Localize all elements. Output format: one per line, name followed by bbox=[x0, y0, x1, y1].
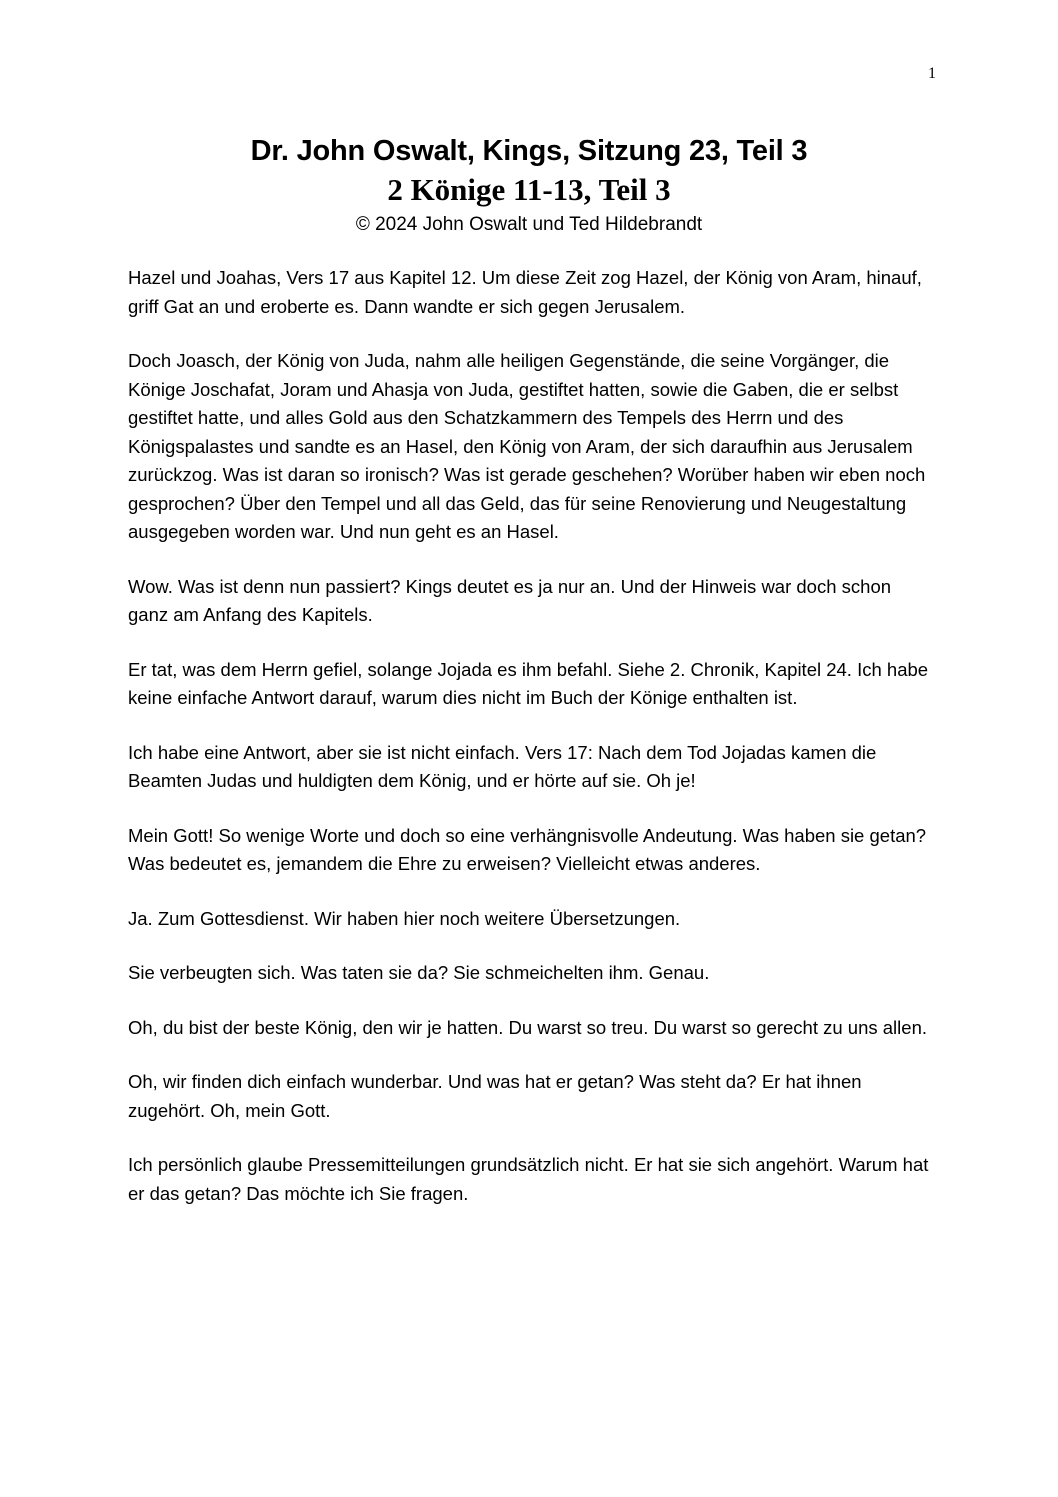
document-title: Dr. John Oswalt, Kings, Sitzung 23, Teil 3 bbox=[250, 135, 808, 167]
paragraph: Doch Joasch, der König von Juda, nahm alle heiligen Gegenstände, die seine Vorgänger, die Könige Joschafat, Joram und Ahasja von Juda, gestiftet hatten, sowie die Gaben, die er selbst gestiftet hatte, und alles Gold aus den Schatzkammern des Tempels des Herrn und des Königspalastes und sandte es an Hasel, den König von Aram, der sich daraufhin aus Jerusalem zurückzog. Was ist daran so ironisch? Was ist gerade geschehen? Worüber haben wir eben noch gesprochen? Über den Tempel und all das Geld, das für seine Renovierung und Neugestaltung ausgegeben worden war. Und nun geht es an Hasel. bbox=[128, 350, 926, 542]
paragraph: Wow. Was ist denn nun passiert? Kings deutet es ja nur an. Und der Hinweis war doch schon ganz am Anfang des Kapitels. bbox=[128, 575, 892, 625]
paragraph: Oh, wir finden dich einfach wunderbar. Und was hat er getan? Was steht da? Er hat ihnen zugehört. Oh, mein Gott. bbox=[128, 1071, 862, 1121]
paragraph: Hazel und Joahas, Vers 17 aus Kapitel 12. Um diese Zeit zog Hazel, der König von Aram, hinauf, griff Gat an und eroberte es. Dann wandte er sich gegen Jerusalem. bbox=[128, 267, 922, 317]
paragraph: Sie verbeugten sich. Was taten sie da? Sie schmeichelten ihm. Genau. bbox=[128, 962, 710, 983]
page-number: 1 bbox=[928, 65, 936, 82]
paragraph: Ich persönlich glaube Pressemitteilungen grundsätzlich nicht. Er hat sie sich angehört. Warum hat er das getan? Das möchte ich Sie fragen. bbox=[128, 1154, 929, 1204]
copyright-line: © 2024 John Oswalt und Ted Hildebrandt bbox=[355, 214, 703, 235]
document-body bbox=[128, 264, 936, 1234]
paragraph: Ich habe eine Antwort, aber sie ist nicht einfach. Vers 17: Nach dem Tod Jojadas kamen die Beamten Judas und huldigten dem König, und er hörte auf sie. Oh je! bbox=[128, 741, 877, 791]
document-subtitle: 2 Könige 11-13, Teil 3 bbox=[387, 172, 671, 207]
paragraph: Ja. Zum Gottesdienst. Wir haben hier noch weitere Übersetzungen. bbox=[128, 907, 681, 929]
paragraph: Oh, du bist der beste König, den wir je hatten. Du warst so treu. Du warst so gerecht zu uns allen. bbox=[128, 1016, 927, 1038]
paragraph: Er tat, was dem Herrn gefiel, solange Jojada es ihm befahl. Siehe 2. Chronik, Kapitel 24. Ich habe keine einfache Antwort darauf, warum dies nicht im Buch der Könige enthalten ist. bbox=[128, 658, 929, 708]
paragraph: Mein Gott! So wenige Worte und doch so eine verhängnisvolle Andeutung. Was haben sie getan? Was bedeutet es, jemandem die Ehre zu erweisen? Vielleicht etwas anderes. bbox=[128, 824, 927, 874]
document-header bbox=[0, 132, 1058, 238]
